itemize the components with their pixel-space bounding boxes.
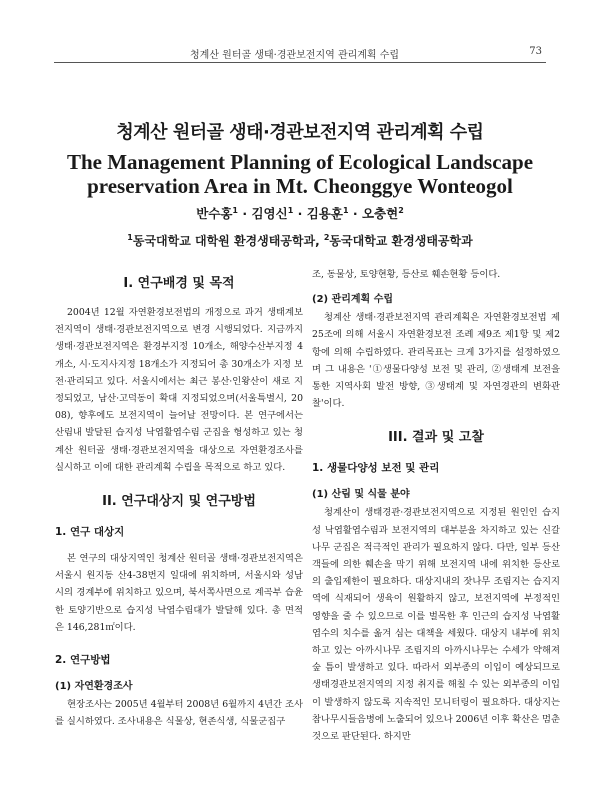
subsubsection-heading-plan: (2) 관리계획 수립	[312, 294, 394, 306]
left-column	[55, 272, 303, 730]
author-name: 반수홍	[196, 206, 233, 221]
right-column	[312, 266, 560, 745]
section-paragraph: 본 연구의 대상지역인 청계산 원터골 생태·경관보전지역은 서울시 원지동 산4-38번지 일대에 위치하며, 서울시와 성남시의 경계부에 위치하고 있으며, 북서쪽사면으로 계곡부 습윤한 토양기반으로 습지성 낙엽수림대가 발달해 있다. 총 면적은 146,281㎡이다.	[55, 553, 303, 633]
section-heading-results: III. 결과 및 고찰	[388, 430, 484, 446]
header-rule	[54, 62, 546, 63]
section-paragraph-continued: 조, 동물상, 토양현황, 등산로 훼손현황 등이다.	[312, 269, 501, 280]
title-english-line2: preservation Area in Mt. Cheonggye Wonteogol	[87, 174, 513, 198]
affiliation-2: 동국대학교 환경생태공학과	[329, 234, 473, 248]
paper-title-korean: 청계산 원터골 생태·경관보전지역 관리계획 수립	[116, 122, 484, 143]
title-english-line1: The Management Planning of Ecological Landscape	[66, 150, 534, 174]
author-affiliation-mark: 1	[232, 205, 238, 215]
section-heading-methods: II. 연구대상지 및 연구방법	[102, 494, 256, 510]
paper-title-english	[0, 150, 600, 198]
author-separator: ·	[238, 206, 252, 221]
running-title: 청계산 원터골 생태·경관보전지역 관리계획 수립	[190, 50, 400, 61]
author-affiliation-mark: 2	[398, 205, 404, 215]
author-name: 김영신	[251, 206, 288, 221]
author-separator: ·	[293, 206, 307, 221]
section-paragraph: 현장조사는 2005년 4월부터 2008년 6월까지 4년간 조사를 실시하였다. 조사내용은 식물상, 현존식생, 식물군집구	[55, 699, 303, 728]
subsection-heading-study-site: 1. 연구 대상지	[55, 526, 125, 539]
running-header	[0, 0, 600, 60]
author-separator: ·	[348, 206, 362, 221]
author-list	[0, 204, 600, 222]
subsubsection-heading-survey: (1) 자연환경조사	[55, 681, 133, 693]
author-affiliation-mark: 1	[287, 205, 294, 215]
affiliation-1: 동국대학교 대학원 환경생태공학과,	[132, 234, 324, 248]
affiliation-mark: 2	[323, 233, 330, 242]
section-paragraph: 청계산이 생태경관·경관보전지역으로 지정된 원인인 습지성 낙엽활엽수림과 보전지역의 대부분을 차지하고 있는 신갈나무 군집은 적극적인 관리가 필요하지 않다. 다만, 일부 등산객들에 의한 훼손을 막기 위해 보전지역 내에 위치한 등산로의 출입제한이 필요하다. 대상지내의 잣나무 조림지는 습지지역에 식재되어 생육이 원활하지 않고, 보전지역에 부정적인 영향을 줄 수 있으므로 이를 벌목한 후 인근의 습지성 낙엽활엽수의 치수를 옮겨 심는 대책을 세웠다. 대상지 내부에 위치하고 있는 아까시나무 조림지의 아까시나무는 수세가 약해져 숲 틈이 발생하고 있다. 따라서 외부종의 이입이 예상되므로 생태경관보전지역의 지정 취지를 해칠 수 있는 외부종의 이입이 발생하지 않도록 지속적인 모니터링이 필요하다. 대상지는 참나무시들음병에 노출되어 있으나 2006년 이후 확산은 멈춘 것으로 판단된다. 하지만	[312, 507, 560, 743]
section-paragraph: 2004년 12월 자연환경보전법의 개정으로 과거 생태계보전지역이 생태·경관보전지역으로 변경 시행되었다. 지금까지 생태·경관보전지역은 환경부지정 10개소, 해양수산부지정 4개소, 시·도지사지정 18개소가 지정되어 총 30개소가 지정 보전·관리되고 있다. 서울시에서는 최근 봉산·인왕산이 새로 지정되었고, 남산·고덕동이 확대 지정되었으며(서울특별시, 2008), 향후에도 보전지역이 늘어날 전망이다. 본 연구에서는 산림내 발달된 습지성 낙엽활엽수림 군집을 형성하고 있는 청계산 원터골 생태·경관보전지역을 대상으로 자연환경조사를 실시하고 이에 대한 관리계획 수립을 목적으로 하고 있다.	[55, 307, 303, 473]
author-name: 오충현	[361, 206, 399, 221]
affiliations	[0, 232, 600, 249]
section-paragraph: 청계산 생태·경관보전지역 관리계획은 자연환경보전법 제25조에 의해 서울시 자연환경보전 조례 제9조 제1항 및 제2항에 의해 수립하였다. 관리목표는 크게 3가지를 설정하였으며 그 내용은 '①생물다양성 보전 및 관리, ②생태계 보전을 통한 지역사회 발전 방향, ③생태계 및 자연경관의 변화관찰'이다.	[312, 312, 560, 410]
section-heading-background: I. 연구배경 및 목적	[123, 276, 235, 291]
subsection-heading-methods: 2. 연구방법	[55, 654, 111, 667]
subsection-heading-biodiversity: 1. 생물다양성 보전 및 관리	[312, 462, 440, 475]
subsubsection-heading-forest: (1) 산림 및 식물 분야	[312, 489, 410, 501]
author-name: 김용훈	[306, 206, 343, 221]
page-number: 73	[529, 46, 542, 57]
affiliation-mark: 1	[127, 233, 133, 242]
author-affiliation-mark: 1	[342, 205, 349, 215]
